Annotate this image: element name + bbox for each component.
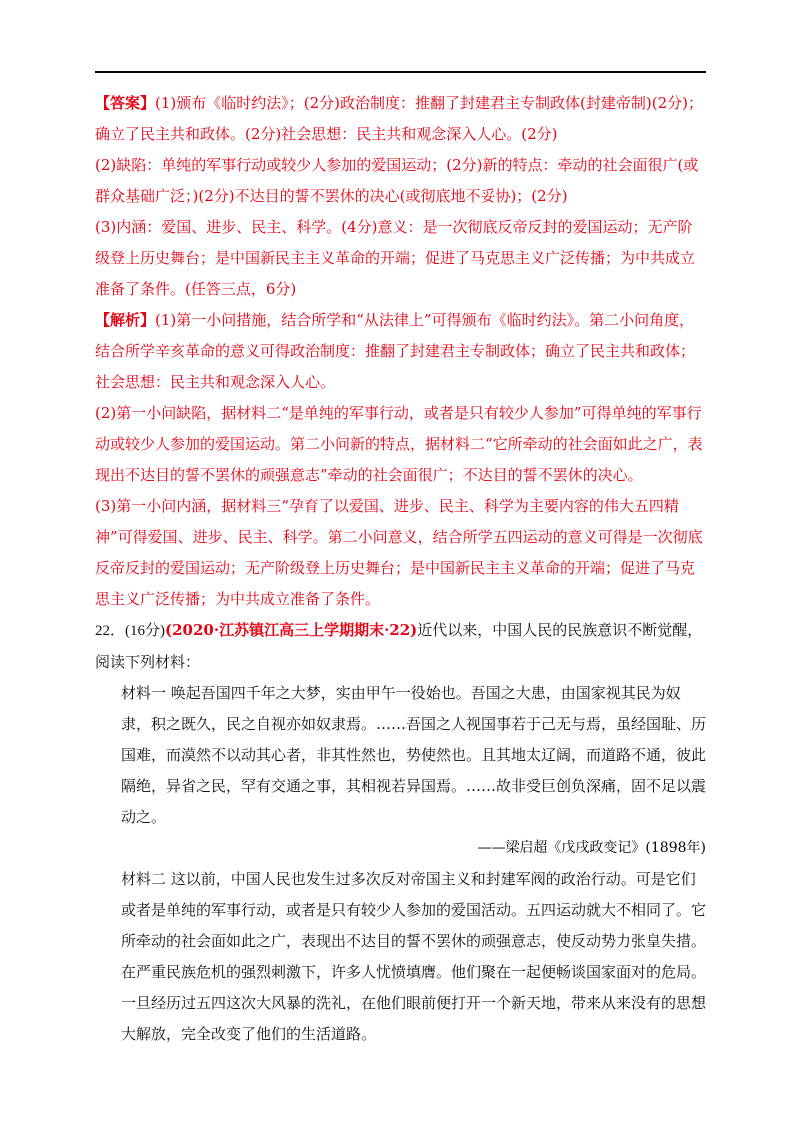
header-rule [95, 71, 706, 73]
answer-label: 【答案】 [95, 94, 156, 112]
answer-part-1 [95, 88, 706, 150]
material-1: 材料一 唤起吾国四千年之大梦，实由甲午一役始也。吾国之大患，由国家视其民为奴隶，积之既久，民之自视亦如奴隶焉。……吾国之人视国事若于己无与焉，虽经国耻、历国难，而漠然不以动其心者，非其性然也，势使然也。且其地太辽阔，而道路不通，彼此隔绝，异省之民，罕有交通之事，其相视若异国焉。……故非受巨创负深痛，固不足以震动之。 [121, 684, 707, 826]
answer-text-1: (1)颁布《临时约法》；(2分)政治制度：推翻了封建君主专制政体(封建帝制)(2分)；确立了民主共和政体。(2分)社会思想：民主共和观念深入人心。(2分) [95, 94, 703, 143]
materials-block [121, 678, 706, 1050]
question-source: (2020·江苏镇江高三上学期期末·22) [165, 621, 418, 639]
material-1-source: ——梁启超《戊戌政变记》(1898年) [477, 840, 706, 856]
question-22-header [95, 615, 706, 678]
analysis-part-1 [95, 305, 706, 398]
question-intro: 近代以来，中国人民的民族意识不断觉醒，阅读下列材料： [95, 621, 703, 671]
question-number: 22．(16分) [95, 623, 165, 639]
analysis-text-1: (1)第一小问措施，结合所学和“从法律上”可得颁布《临时约法》。第二小问角度，结合所学辛亥革命的意义可得政治制度：推翻了封建君主专制政体；确立了民主共和政体；社会思想：民主共和观念深入人心。 [95, 311, 696, 391]
answer-part-2: (2)缺陷：单纯的军事行动或较少人参加的爱国运动；(2分)新的特点：牵动的社会面很广(或群众基础广泛；)(2分)不达目的誓不罢休的决心(或彻底地不妥协)；(2分) [95, 156, 699, 205]
answer-part-3: (3)内涵：爱国、进步、民主、科学。(4分)意义：是一次彻底反帝反封的爱国运动；无产阶级登上历史舞台；是中国新民主主义革命的开端；促进了马克思主义广泛传播；为中共成立准备了条件。(任答三点，6分) [95, 218, 696, 298]
analysis-part-3: (3)第一小问内涵，据材料三“孕育了以爱国、进步、民主、科学为主要内容的伟大五四精神”可得爱国、进步、民主、科学。第二小问意义，结合所学五四运动的意义可得是一次彻底反帝反封的爱国运动；无产阶级登上历史舞台；是中国新民主主义革命的开端；促进了马克思主义广泛传播；为中共成立准备了条件。 [95, 497, 703, 608]
analysis-part-2: (2)第一小问缺陷，据材料二“是单纯的军事行动，或者是只有较少人参加”可得单纯的军事行动或较少人参加的爱国运动。第二小问新的特点，据材料二“它所牵动的社会面如此之广，表现出不达目的誓不罢休的顽强意志”牵动的社会面很广；不达目的誓不罢休的决心。 [95, 404, 703, 484]
analysis-label: 【解析】 [95, 311, 156, 329]
material-2: 材料二 这以前，中国人民也发生过多次反对帝国主义和封建军阀的政治行动。可是它们或者是单纯的军事行动，或者是只有较少人参加的爱国活动。五四运动就大不相同了。它所牵动的社会面如此之广，表现出不达目的誓不罢休的顽强意志，使反动势力张皇失措。在严重民族危机的强烈刺激下，许多人忧愤填膺。他们聚在一起便畅谈国家面对的危局。一旦经历过五四这次大风暴的洗礼，在他们眼前便打开一个新天地，带来从来没有的思想大解放，完全改变了他们的生活道路。 [121, 870, 707, 1043]
document-body [95, 88, 706, 1050]
